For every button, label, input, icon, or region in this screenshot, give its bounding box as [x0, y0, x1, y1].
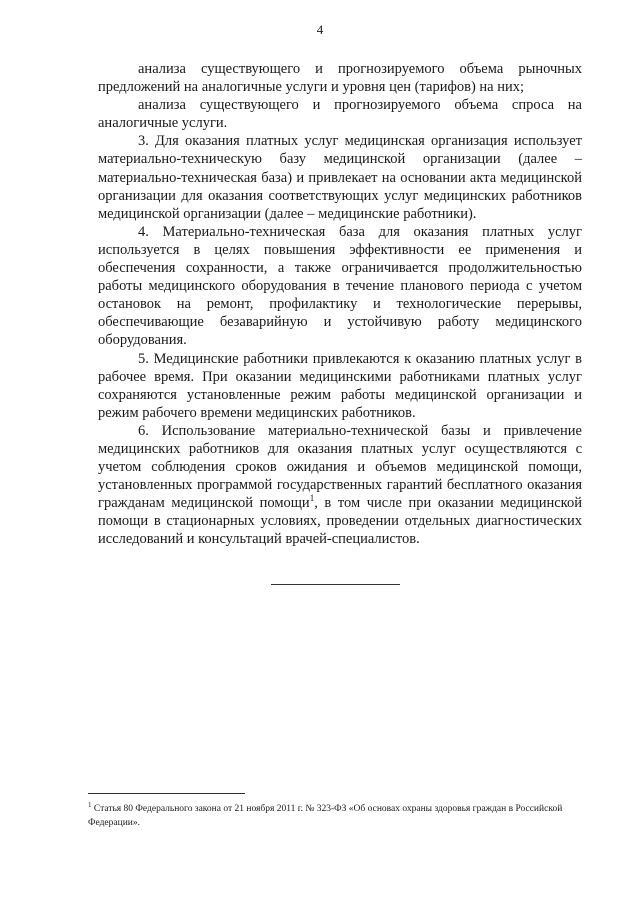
footnote-marker: 1: [88, 800, 92, 809]
document-body: [98, 60, 582, 549]
paragraph-clause-demand: анализа существующего и прогнозируемого объема спроса на аналогичные услуги.: [98, 97, 582, 132]
footnote-text: Статья 80 Федерального закона от 21 ноября 2011 г. № 323-ФЗ «Об основах охраны здоровья граждан в Российской Федерации».: [88, 804, 563, 828]
footnote-reference[interactable]: 1: [309, 493, 315, 504]
paragraph-4-usage-limits: 4. Материально-техническая база для оказания платных услуг используется в целях повышения эффективности ее применения и обеспечения сохранности, а также ограничивается продолжительностью работы медицинского оборудования в течение планового периода с учетом остановок на ремонт, профилактику и технологические перерывы, обеспечивающие безаварийную и устойчивую работу медицинского оборудования.: [98, 223, 582, 349]
paragraph-3-material-base: 3. Для оказания платных услуг медицинская организация использует материально-техническую базу медицинской организации (далее – материально-техническая база) и привлекает на основании акта медицинской организации для оказания соответствующих услуг медицинских работников медицинской организации (далее – медицинские работники).: [98, 133, 582, 222]
paragraph-5-working-time: 5. Медицинские работники привлекаются к оказанию платных услуг в рабочее время. При оказании медицинскими работниками платных услуг сохраняются установленные режим работы медицинской организации и режим рабочего времени медицинских работников.: [98, 350, 582, 421]
separator-line: [271, 584, 400, 585]
paragraph-clause-market-offers: анализа существующего и прогнозируемого объема рыночных предложений на аналогичные услуги и уровня цен (тарифов) на них;: [98, 61, 582, 96]
paragraph-6-text-start: 6. Использование материально-технической базы и привлечение медицинских работников для оказания платных услуг осуществляются с учетом соблюдения сроков ожидания и объемов медицинской помощи, установленных программой государственных гарантий бесплатного оказания гражданам медицинской помощи: [98, 422, 582, 512]
paragraph-6-guarantees: [98, 422, 582, 549]
page-number: 4: [316, 22, 324, 37]
paragraph-6-text-end: , в том числе при оказании медицинской помощи в стационарных условиях, проведении отдельных диагностических исследований и консультаций врачей-специалистов.: [98, 495, 582, 548]
footnote: [88, 802, 588, 830]
footnote-rule: [88, 793, 245, 794]
